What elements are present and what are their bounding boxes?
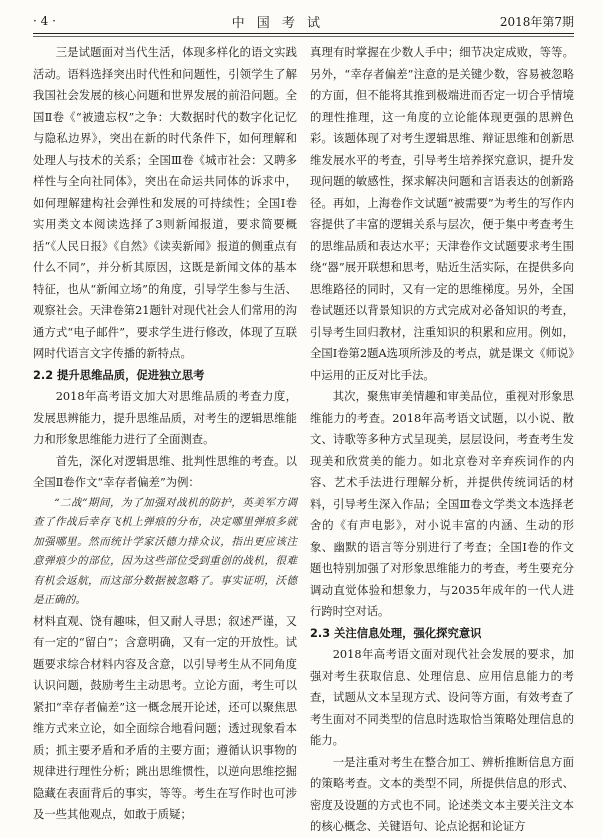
left-column bbox=[33, 42, 297, 821]
paragraph: 2018年高考语文加大对思维品质的考查力度，发展思辨能力，提升思维品质，对考生的逻辑思维能力和形象思维能力进行了全面测查。 bbox=[33, 389, 297, 446]
section-heading-2-2: 2.2 提升思维品质，促进独立思考 bbox=[33, 367, 205, 382]
right-column bbox=[310, 42, 574, 833]
header-rule bbox=[33, 33, 574, 34]
running-header bbox=[33, 10, 574, 32]
quoted-material: “二战”期间，为了加强对战机的防护，英美军方调查了作战后幸存飞机上弹痕的分布，决定哪里弹痕多就加强哪里。然而统计学家沃德力排众议，指出更应该注意弹痕少的部位，因为这些部位受到重创的战机，很难有机会返航，而这部分数据被忽略了。事实证明，沃德是正确的。 bbox=[33, 496, 297, 606]
paragraph: 2018年高考语文面对现代社会发展的要求，加强对考生获取信息、处理信息、应用信息能力的考查，试题从文本呈现方式、设问等方面，有效考查了考生面对不同类型的信息时选取恰当策略处理信息的能力。 bbox=[310, 647, 574, 747]
issue-label: 2018年第7期 bbox=[499, 14, 574, 29]
article-body bbox=[33, 42, 574, 833]
paragraph: 真理有时掌握在少数人手中；细节决定成败，等等。另外，“幸存者偏差”注意的是关键少数，容易被忽略的方面，但不能将其推到极端进而否定一切合乎情境的理性推理，这一角度的立论能体现更强的思辨色彩。该题体现了对考生逻辑思维、辩证思维和创新思维发展水平的考查，引导考生培养探究意识，提升发现问题的敏感性，探求解决问题和言语表达的创新路径。再如，上海卷作文试题“被需要”为考生的写作内容提供了丰富的逻辑关系与层次，便于集中考查考生的思维品质和表达水平；天津卷作文试题要求考生围绕“器”展开联想和思考，贴近生活实际，在提供多向思维路径的同时，又有一定的思维梯度。另外，全国卷试题还以背景知识的方式完成对必备知识的考查，引导考生回归教材，注重知识的积累和应用。例如，全国Ⅰ卷第2题A选项所涉及的考点，就是课文《师说》中运用的正反对比手法。 bbox=[310, 45, 574, 382]
journal-title: 中 国 考 试 bbox=[231, 15, 325, 31]
page-number: · 4 · bbox=[33, 14, 56, 28]
paragraph: 材料直观、饶有趣味，但又耐人寻思；叙述严谨，又有一定的“留白”；含意明确，又有一定的开放性。试题要求综合材料内容及含意，以引导考生从不同角度认识问题，鼓励考生主动思考。立论方面，考生可以紧扣“幸存者偏差”这一概念展开论述，还可以聚焦思维方式来立论，如全面综合地看问题；透过现象看本质；抓主要矛盾和矛盾的主要方面；遵循认识事物的规律进行理性分析；跳出思维惯性，以逆向思维挖掘隐藏在表面背后的事实，等等。考生在写作时也可涉及一些其他观点，如敢于质疑； bbox=[33, 613, 297, 821]
paragraph: 其次，聚焦审美情趣和审美品位，重视对形象思维能力的考查。2018年高考语文试题，以小说、散文、诗歌等多种方式呈现美，层层设问，考查考生发现美和欣赏美的能力。如北京卷对辛弃疾词作的内容、艺术手法进行理解分析，并提供传统词话的材料，引导考生深入作品；全国Ⅲ卷文学类文本选择老舍的《有声电影》，对小说丰富的内涵、生动的形象、幽默的语言等分别进行了考查；全国Ⅰ卷的作文题也特别加强了对形象思维能力的考查，考生要充分调动直觉体验和想象力，与2035年成年的一代人进行跨时空对话。 bbox=[310, 389, 574, 618]
paragraph: 三是试题面对当代生活，体现多样化的语文实践活动。语料选择突出时代性和问题性，引领学生了解我国社会发展的核心问题和世界发展的前沿问题。全国Ⅱ卷《“被遗忘权”之争：大数据时代的数字化记忆与隐私边界》，突出在新的时代条件下，如何理解和处理人与技术的关系；全国Ⅲ卷《城市社会：又聘多样性与全向社同体》，突出在命运共同体的诉求中，如何理解建构社会弹性和发展的可持续性；全国Ⅰ卷实用类文本阅读选择了3则新闻报道，要求简要概括“《人民日报》《自然》《读卖新闻》报道的侧重点有什么不同”，并分析其原因，这既是新闻文体的基本特征，也从“新闻立场”的角度，引导学生参与生活、观察社会。天津卷第21题针对现代社会人们常用的沟通方式“电子邮件”，要求学生进行修改，体现了互联网时代语言文字传播的新特点。 bbox=[33, 45, 297, 360]
paragraph: 首先，深化对逻辑思维、批判性思维的考查。以全国Ⅱ卷作文“幸存者偏差”为例： bbox=[33, 453, 297, 489]
paragraph: 一是注重对考生在整合加工、辨析推断信息方面的策略考查。文本的类型不同，所提供信息的形式、密度及设题的方式也不同。论述类文本主要关注文本的核心概念、关键语句、论点论据和论证方 bbox=[310, 754, 574, 833]
section-heading-2-3: 2.3 关注信息处理，强化探究意识 bbox=[310, 625, 482, 640]
header-rule-thin bbox=[33, 36, 574, 37]
